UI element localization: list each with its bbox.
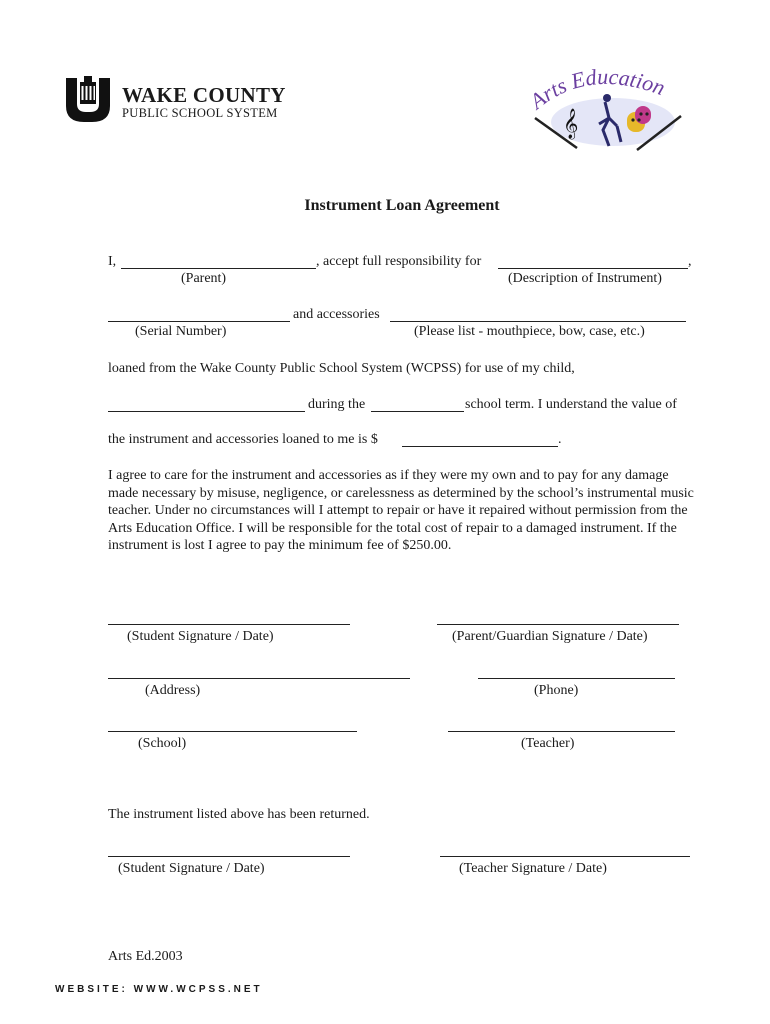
label-instrument: (Description of Instrument) xyxy=(508,271,662,286)
label-parent: (Parent) xyxy=(181,271,227,286)
parent-signature-line[interactable] xyxy=(437,624,679,625)
label-serial: (Serial Number) xyxy=(135,324,227,339)
return-teacher-signature-line[interactable] xyxy=(440,856,690,857)
parent-signature-label: (Parent/Guardian Signature / Date) xyxy=(452,629,648,644)
line5-prefix: the instrument and accessories loaned to me is $ xyxy=(108,432,378,447)
student-signature-label: (Student Signature / Date) xyxy=(127,629,274,644)
parent-name-field[interactable] xyxy=(121,268,316,269)
address-line[interactable] xyxy=(108,678,410,679)
student-signature-line[interactable] xyxy=(108,624,350,625)
school-term-field[interactable] xyxy=(371,411,464,412)
arts-logo-text: Arts Education xyxy=(525,66,669,114)
serial-number-field[interactable] xyxy=(108,321,290,322)
line4-during: during the xyxy=(308,397,366,412)
return-student-signature-line[interactable] xyxy=(108,856,350,857)
return-student-signature-label: (Student Signature / Date) xyxy=(118,861,265,876)
svg-text:𝄞: 𝄞 xyxy=(563,109,579,139)
line5-suffix: . xyxy=(558,432,562,447)
instrument-description-field[interactable] xyxy=(498,268,688,269)
line1-suffix: , xyxy=(688,254,692,269)
form-version: Arts Ed.2003 xyxy=(108,949,183,964)
child-name-field[interactable] xyxy=(108,411,305,412)
return-statement: The instrument listed above has been returned. xyxy=(108,807,370,822)
wcpss-logo xyxy=(64,74,314,126)
org-name-line1: WAKE COUNTY xyxy=(122,83,286,107)
address-label: (Address) xyxy=(145,683,201,698)
website-footer: WEBSITE: WWW.WCPSS.NET xyxy=(55,984,263,995)
line2-middle: and accessories xyxy=(293,307,380,322)
document-title: Instrument Loan Agreement xyxy=(304,197,500,214)
return-teacher-signature-label: (Teacher Signature / Date) xyxy=(459,861,607,876)
arts-education-emblem-icon xyxy=(525,66,690,158)
accessories-field[interactable] xyxy=(390,321,686,322)
teacher-line[interactable] xyxy=(448,731,675,732)
arts-education-logo xyxy=(525,66,690,158)
school-line[interactable] xyxy=(108,731,357,732)
line1-prefix: I, xyxy=(108,254,117,269)
loan-statement: loaned from the Wake County Public School System (WCPSS) for use of my child, xyxy=(108,361,575,376)
line4-rest: school term. I understand the value of xyxy=(465,397,677,412)
phone-label: (Phone) xyxy=(534,683,579,698)
agreement-paragraph: I agree to care for the instrument and accessories as if they were my own and to pay for any damage made necessary by misuse, negligence, or carelessness as determined by the school’s instrumental music teacher. Under no circumstances will I attempt to repair or have it repaired without permission from the Arts Education Office. I will be responsible for the total cost of repair to a damaged instrument. If the instrument is lost I agree to pay the minimum fee of $250.00. xyxy=(108,468,694,554)
label-accessories: (Please list - mouthpiece, bow, case, etc.) xyxy=(414,324,645,339)
phone-line[interactable] xyxy=(478,678,675,679)
wcpss-emblem-icon xyxy=(64,74,112,124)
org-name-line2: PUBLIC SCHOOL SYSTEM xyxy=(122,106,278,120)
line1-middle: , accept full responsibility for xyxy=(316,254,482,269)
value-field[interactable] xyxy=(402,446,558,447)
teacher-label: (Teacher) xyxy=(521,736,575,751)
school-label: (School) xyxy=(138,736,187,751)
